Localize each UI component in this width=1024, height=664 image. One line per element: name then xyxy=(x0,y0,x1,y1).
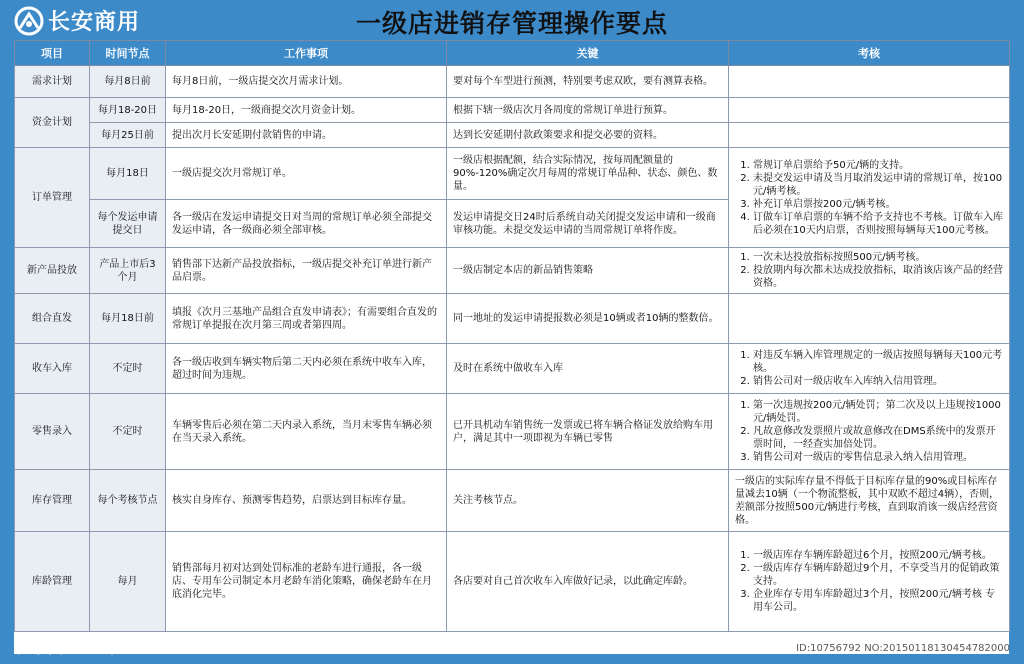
col-header-task: 工作事项 xyxy=(166,41,447,66)
assess-item: 4. 订做车订单启票的车辆不给予支持也不考核。订做车入库后必须在10天内启票，否则按照每辆每天100元考核。 xyxy=(753,211,1003,237)
watermark-brand: 昵享网 xyxy=(14,638,65,658)
assess-item: 2. 凡故意修改发票照片或故意修改在DMS系统中的发票开票时间，一经查实加倍处罚。 xyxy=(753,425,1003,451)
project-cell: 库龄管理 xyxy=(15,532,90,632)
project-cell: 资金计划 xyxy=(15,98,90,148)
assess-cell xyxy=(729,294,1010,344)
task-cell: 核实自身库存、预测零售趋势，启票达到目标库存量。 xyxy=(166,470,447,532)
project-cell: 库存管理 xyxy=(15,470,90,532)
task-cell: 每月18-20日，一级商提交次月资金计划。 xyxy=(166,98,447,123)
key-cell: 已开具机动车销售统一发票或已将车辆合格证发放给购车用户，满足其中一项即视为车辆已零售 xyxy=(447,394,729,470)
assess-item: 3. 销售公司对一级店的零售信息录入纳入信用管理。 xyxy=(753,451,1003,464)
key-cell: 同一地址的发运申请提报数必须是10辆或者10辆的整数倍。 xyxy=(447,294,729,344)
assess-item: 3. 企业库存专用车库龄超过3个月，按照200元/辆考核 专用车公司。 xyxy=(753,588,1003,614)
assess-cell xyxy=(729,344,1010,394)
col-header-key: 关键 xyxy=(447,41,729,66)
project-cell: 组合直发 xyxy=(15,294,90,344)
time-cell: 每月25日前 xyxy=(90,123,166,148)
key-cell: 一级店根据配额，结合实际情况，按每周配额量的90%-120%确定次月每周的常规订单品种、状态、颜色、数量。 xyxy=(447,148,729,200)
assess-cell xyxy=(729,148,1010,248)
time-cell: 产品上市后3个月 xyxy=(90,248,166,294)
task-cell: 销售部每月初对达到处罚标准的老龄车进行通报，各一级店、专用车公司制定本月老龄车消化策略，确保老龄车在月底消化完毕。 xyxy=(166,532,447,632)
table-header-row xyxy=(15,41,1010,66)
assess-cell xyxy=(729,248,1010,294)
task-cell: 销售部下达新产品投放指标，一级店提交补充订单进行新产品启票。 xyxy=(166,248,447,294)
task-cell: 每月8日前，一级店提交次月需求计划。 xyxy=(166,66,447,98)
assess-item: 3. 补充订单启票按200元/辆考核。 xyxy=(753,198,1003,211)
time-cell: 每月18-20日 xyxy=(90,98,166,123)
key-cell: 关注考核节点。 xyxy=(447,470,729,532)
time-cell: 每月 xyxy=(90,532,166,632)
table-row xyxy=(15,98,1010,123)
task-cell: 一级店提交次月常规订单。 xyxy=(166,148,447,200)
key-cell: 各店要对自己首次收车入库做好记录，以此确定库龄。 xyxy=(447,532,729,632)
management-table-sheet xyxy=(14,40,1009,654)
assess-cell xyxy=(729,532,1010,632)
table-row xyxy=(15,66,1010,98)
col-header-assess: 考核 xyxy=(729,41,1010,66)
header xyxy=(0,0,1024,40)
management-table xyxy=(14,40,1010,632)
col-header-project: 项目 xyxy=(15,41,90,66)
time-cell: 每月18日前 xyxy=(90,294,166,344)
project-cell: 零售录入 xyxy=(15,394,90,470)
time-cell: 不定时 xyxy=(90,344,166,394)
assess-cell xyxy=(729,123,1010,148)
assess-cell xyxy=(729,98,1010,123)
table-row xyxy=(15,394,1010,470)
task-cell: 填报《次月三基地产品组合直发申请表》；有需要组合直发的常规订单提报在次月第三周或者第四周。 xyxy=(166,294,447,344)
col-header-time: 时间节点 xyxy=(90,41,166,66)
key-cell: 一级店制定本店的新品销售策略 xyxy=(447,248,729,294)
table-row xyxy=(15,294,1010,344)
task-cell: 提出次月长安延期付款销售的申请。 xyxy=(166,123,447,148)
table-row xyxy=(15,123,1010,148)
key-cell: 要对每个车型进行预测，特别要考虑双欧，要有测算表格。 xyxy=(447,66,729,98)
project-cell: 收车入库 xyxy=(15,344,90,394)
project-cell: 订单管理 xyxy=(15,148,90,248)
table-row xyxy=(15,470,1010,532)
brand-name: 长安商用 xyxy=(48,10,141,35)
assess-item: 2. 一级店库存车辆库龄超过9个月，不享受当月的促销政策支持。 xyxy=(753,562,1003,588)
assess-item: 1. 第一次违规按200元/辆处罚；第二次及以上违规按1000元/辆处罚。 xyxy=(753,399,1003,425)
assess-cell xyxy=(729,66,1010,98)
assess-item: 1. 对违反车辆入库管理规定的一级店按照每辆每天100元考核。 xyxy=(753,349,1003,375)
assess-cell xyxy=(729,394,1010,470)
assess-item: 1. 一次未达投放指标按照500元/辆考核。 xyxy=(753,251,1003,264)
time-cell: 每个考核节点 xyxy=(90,470,166,532)
assess-item: 2. 投放期内每次都未达成投放指标，取消该店该产品的经营资格。 xyxy=(753,264,1003,290)
table-row xyxy=(15,248,1010,294)
table-row xyxy=(15,532,1010,632)
key-cell: 发运申请提交日24时后系统自动关闭提交发运申请和一级商审核功能。未提交发运申请的当周常规订单将作废。 xyxy=(447,200,729,248)
time-cell: 不定时 xyxy=(90,394,166,470)
key-cell: 根据下辖一级店次月各周度的常规订单进行预算。 xyxy=(447,98,729,123)
task-cell: 各一级店在发运申请提交日对当周的常规订单必须全部提交发运申请，各一级商必须全部审核。 xyxy=(166,200,447,248)
task-cell: 车辆零售后必须在第二天内录入系统，当月末零售车辆必须在当天录入系统。 xyxy=(166,394,447,470)
task-cell: 各一级店收到车辆实物后第二天内必须在系统中收车入库，超过时间为违规。 xyxy=(166,344,447,394)
time-cell: 每月8日前 xyxy=(90,66,166,98)
watermark-url: www.nipic.com xyxy=(71,643,154,656)
assess-item: 2. 未提交发运申请及当月取消发运申请的常规订单，按100元/辆考核。 xyxy=(753,172,1003,198)
table-row xyxy=(15,148,1010,200)
assess-item: 1. 常规订单启票给予50元/辆的支持。 xyxy=(753,159,1003,172)
table-row xyxy=(15,344,1010,394)
project-cell: 需求计划 xyxy=(15,66,90,98)
watermark xyxy=(14,633,154,658)
time-cell: 每月18日 xyxy=(90,148,166,200)
key-cell: 达到长安延期付款政策要求和提交必要的资料。 xyxy=(447,123,729,148)
page-title: 一级店进销存管理操作要点 xyxy=(355,9,668,38)
time-cell: 每个发运申请提交日 xyxy=(90,200,166,248)
assess-cell: 一级店的实际库存量不得低于目标库存量的90%或目标库存量减去10辆（一个物流整板，其中双欧不超过4辆），否则，差额部分按照500元/辆进行考核，直到取消该一级店经营资格。 xyxy=(729,470,1010,532)
image-id-tag: ID:10756792 NO:20150118130454782000 xyxy=(796,643,1010,654)
assess-item: 2. 销售公司对一级店收车入库纳入信用管理。 xyxy=(753,375,1003,388)
key-cell: 及时在系统中做收车入库 xyxy=(447,344,729,394)
assess-item: 1. 一级店库存车辆库龄超过6个月，按照200元/辆考核。 xyxy=(753,549,1003,562)
project-cell: 新产品投放 xyxy=(15,248,90,294)
